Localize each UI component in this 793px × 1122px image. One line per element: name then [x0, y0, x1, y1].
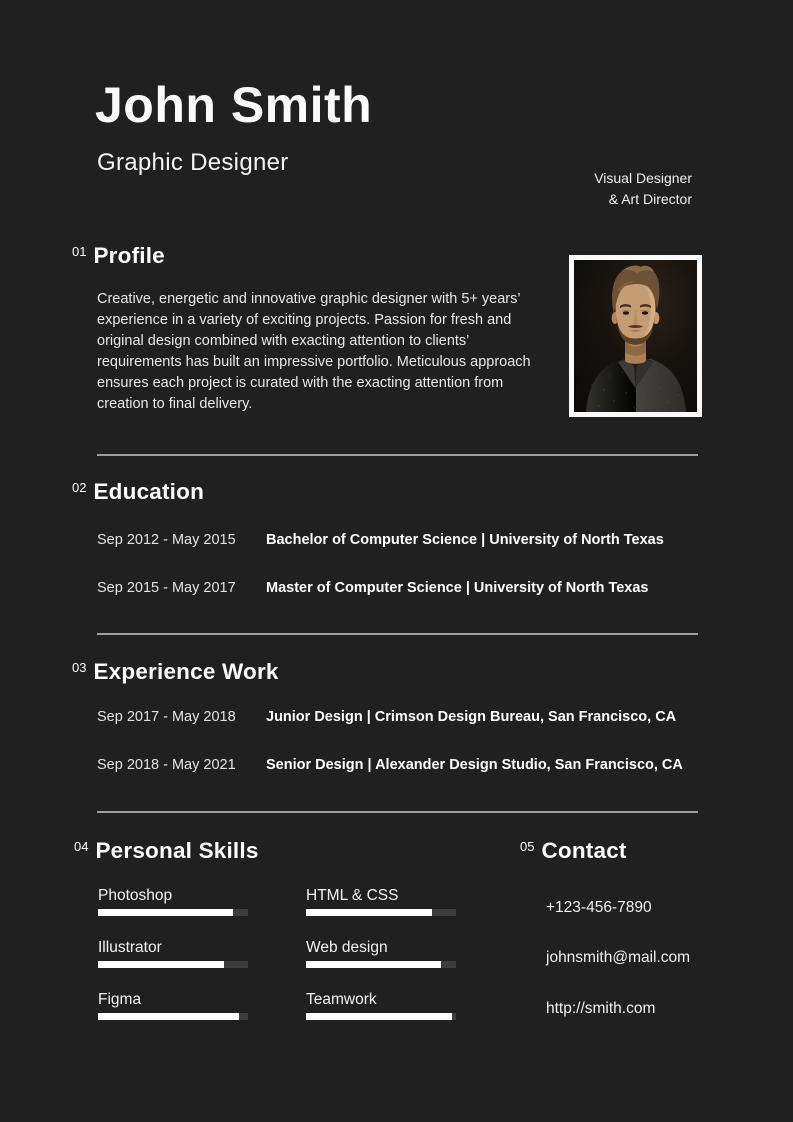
skill-bar-track: [306, 1013, 456, 1020]
experience-description: Senior Design | Alexander Design Studio, San Francisco, CA: [266, 757, 683, 773]
skill-bar-fill: [98, 909, 233, 916]
section-title-profile: Profile: [93, 243, 165, 268]
section-number: 04: [74, 839, 89, 854]
education-section-header: [72, 479, 204, 505]
role-subtitle: Graphic Designer: [97, 149, 289, 176]
education-dates: Sep 2015 - May 2017: [97, 580, 236, 596]
skill-bar-track: [98, 961, 248, 968]
skill-bar-track: [98, 909, 248, 916]
education-description: Master of Computer Science | University of North Texas: [266, 580, 649, 596]
skill-item: [98, 990, 248, 1020]
skill-label: Figma: [98, 991, 142, 1008]
contact-section-header: [520, 838, 627, 864]
skill-item: [306, 938, 456, 968]
skill-bar-track: [306, 961, 456, 968]
skill-bar-track: [98, 1013, 248, 1020]
education-description: Bachelor of Computer Science | University of North Texas: [266, 532, 664, 548]
tagline: [594, 168, 692, 210]
contact-email[interactable]: johnsmith@mail.com: [546, 949, 691, 966]
portrait-image: [574, 260, 697, 412]
section-title-experience: Experience Work: [93, 659, 279, 684]
skill-label: Photoshop: [98, 887, 173, 904]
education-row: [97, 531, 664, 549]
experience-description: Junior Design | Crimson Design Bureau, San Francisco, CA: [266, 709, 677, 725]
skill-bar-fill: [98, 1013, 239, 1020]
education-row: [97, 579, 649, 597]
section-title-education: Education: [93, 479, 205, 504]
tagline-line-2: & Art Director: [608, 191, 692, 207]
section-number: 02: [72, 480, 87, 495]
skills-section-header: [74, 838, 259, 864]
section-number: 01: [72, 244, 87, 259]
skill-bar-fill: [98, 961, 224, 968]
tagline-line-1: Visual Designer: [594, 170, 692, 186]
profile-text: Creative, energetic and innovative graphic designer with 5+ years’ experience in a variety of exciting projects. Passion for fresh and original design combined with exacting attention to clients’ requirements has built an impressive portfolio. Meticulous approach ensures each project is curated with the exacting attention from creation to final delivery.: [97, 291, 531, 412]
experience-section-header: [72, 659, 279, 685]
experience-row: [97, 756, 683, 774]
contact-phone[interactable]: +123-456-7890: [546, 899, 652, 916]
experience-row: [97, 708, 676, 726]
skill-bar-fill: [306, 961, 441, 968]
section-divider: [97, 633, 698, 635]
skill-label: Web design: [306, 939, 388, 956]
skill-label: HTML & CSS: [306, 887, 399, 904]
profile-section-header: [72, 243, 165, 269]
skill-item: [306, 990, 456, 1020]
contact-website[interactable]: http://smith.com: [546, 1000, 656, 1017]
profile-photo: [569, 255, 702, 417]
section-title-contact: Contact: [541, 838, 627, 863]
skill-bar-track: [306, 909, 456, 916]
section-divider: [97, 811, 698, 813]
skill-bar-fill: [306, 1013, 452, 1020]
section-title-skills: Personal Skills: [95, 838, 259, 863]
name-heading: John Smith: [95, 77, 373, 133]
experience-dates: Sep 2017 - May 2018: [97, 709, 236, 725]
experience-dates: Sep 2018 - May 2021: [97, 757, 236, 773]
skill-item: [98, 886, 248, 916]
section-number: 03: [72, 660, 87, 675]
section-divider: [97, 454, 698, 456]
skill-label: Teamwork: [306, 991, 377, 1008]
section-number: 05: [520, 839, 535, 854]
education-dates: Sep 2012 - May 2015: [97, 532, 236, 548]
skill-item: [306, 886, 456, 916]
skill-item: [98, 938, 248, 968]
skill-bar-fill: [306, 909, 432, 916]
skill-label: Illustrator: [98, 939, 162, 956]
